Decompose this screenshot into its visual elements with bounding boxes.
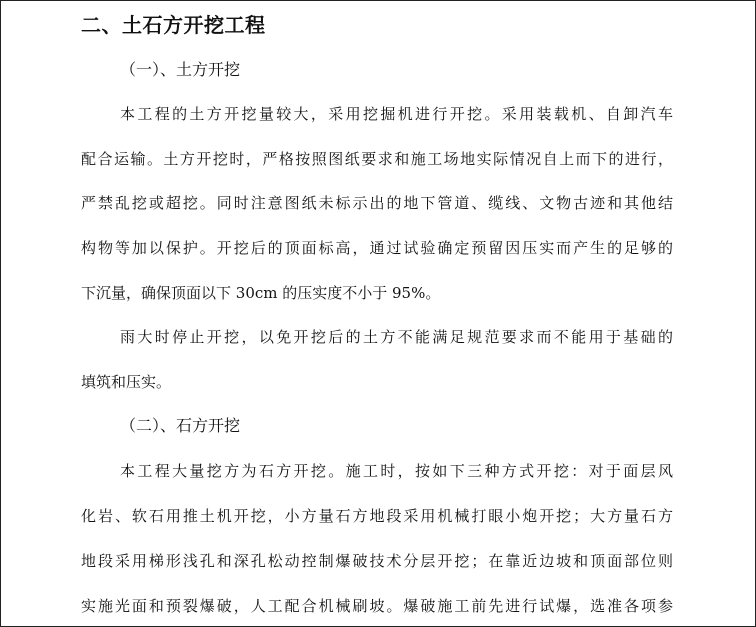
paragraph-line: 地段采用梯形浅孔和深孔松动控制爆破技术分层开挖；在靠近边坡和顶面部位则 [81,552,673,570]
paragraph-line: 雨大时停止开挖，以免开挖后的土方不能满足规范要求而不能用于基础的 [120,328,673,346]
section-heading: 二、土石方开挖工程 [81,13,266,37]
paragraph-line: 填筑和压实。 [81,373,172,391]
subsection-title-earthwork: （一）、土方开挖 [120,60,241,79]
paragraph-line: 本工程大量挖方为石方开挖。施工时，按如下三种方式开挖：对于面层风 [120,462,673,480]
paragraph-line: 下沉量，确保顶面以下 30cm 的压实度不小于 95%。 [81,284,441,302]
paragraph-line: 构物等加以保护。开挖后的顶面标高，通过试验确定预留因压实而产生的足够的 [81,239,673,257]
paragraph-line: 化岩、软石用推土机开挖，小方量石方地段采用机械打眼小炮开挖；大方量石方 [81,507,673,525]
subsection-title-rockwork: （二）、石方开挖 [120,416,241,435]
paragraph-line: 本工程的土方开挖量较大，采用挖掘机进行开挖。采用装载机、自卸汽车 [120,105,673,123]
paragraph-line: 实施光面和预裂爆破，人工配合机械刷坡。爆破施工前先进行试爆，选准各项参 [81,597,673,615]
paragraph-line: 配合运输。土方开挖时，严格按照图纸要求和施工场地实际情况自上而下的进行， [81,150,673,168]
paragraph-line: 严禁乱挖或超挖。同时注意图纸未标示出的地下管道、缆线、文物古迹和其他结 [81,194,673,212]
